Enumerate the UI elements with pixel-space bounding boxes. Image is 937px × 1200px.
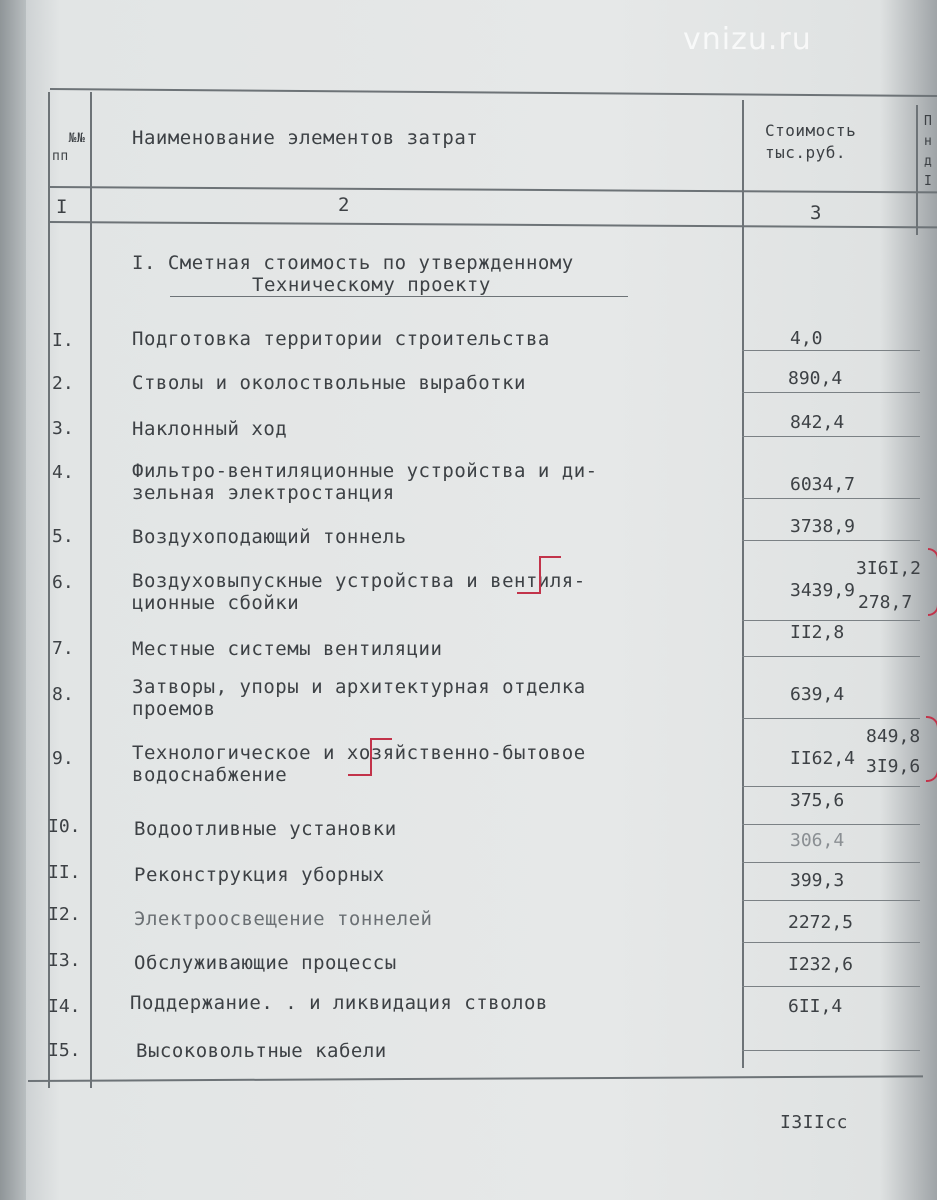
row-name: Водоотливные установки (134, 818, 397, 840)
row-cost: 3738,9 (790, 516, 856, 537)
red-pencil-mark (539, 556, 561, 578)
red-brace (928, 548, 937, 616)
row-name: Реконструкция уборных (134, 864, 385, 886)
row-number: I3. (48, 950, 81, 971)
row-name: Обслуживающие процессы (134, 952, 397, 974)
row-name: Электроосвещение тоннелей (134, 908, 433, 930)
row-cost: 890,4 (788, 368, 843, 389)
column-number-1: I (56, 196, 68, 218)
row-name: Наклонный ход (132, 418, 288, 440)
row-name: Стволы и околоствольные выработки (132, 372, 526, 394)
binder-edge (0, 0, 26, 1200)
row-cost: 4,0 (790, 328, 823, 349)
row-cost-split-1: 3I6I,2 (856, 558, 922, 579)
row-name: Подготовка территории строительства (132, 328, 550, 350)
row-cost: I232,6 (788, 954, 854, 975)
column-number-2: 2 (338, 194, 350, 216)
row-number: 4. (52, 462, 74, 483)
row-number: II. (48, 862, 81, 883)
row-number: I. (52, 330, 74, 351)
row-cost: 639,4 (790, 684, 845, 705)
red-brace (926, 716, 937, 782)
row-cost: 399,3 (790, 870, 845, 891)
row-number: 5. (52, 526, 74, 547)
header-extra-column: П н д I (924, 114, 933, 189)
row-name: Технологическое и хозяйственно-бытовое водоснабжение (132, 742, 586, 786)
watermark: vnizu.ru (683, 22, 812, 57)
row-number: 2. (52, 373, 74, 394)
row-name: Поддержание. . и ликвидация стволов (130, 992, 548, 1014)
red-pencil-mark (370, 738, 392, 760)
row-number: I5. (48, 1040, 81, 1061)
row-name: Фильтро-вентиляционные устройства и ди- зельная электростанция (132, 460, 598, 504)
column-number-3: 3 (810, 202, 822, 224)
row-cost: 2272,5 (788, 912, 854, 933)
row-number: 9. (52, 748, 74, 769)
row-number: 6. (52, 572, 74, 593)
row-name: Высоковольтные кабели (136, 1040, 387, 1062)
row-cost: 375,6 (790, 790, 845, 811)
row-name: Местные системы вентиляции (132, 638, 443, 660)
red-pencil-mark (348, 752, 372, 776)
row-number: 8. (52, 684, 74, 705)
row-cost: II2,8 (790, 622, 845, 643)
row-cost: 3439,9 (790, 580, 856, 601)
footer-code: I3IIcc (780, 1112, 849, 1133)
row-cost-split-1: 849,8 (866, 726, 921, 747)
row-cost: 6II,4 (788, 996, 843, 1017)
red-pencil-mark (517, 568, 541, 594)
section-underline (170, 296, 628, 297)
header-name-column: Наименование элементов затрат (132, 127, 479, 149)
row-number: I2. (48, 904, 81, 925)
row-name: Затворы, упоры и архитектурная отделка проемов (132, 676, 586, 720)
row-cost: 306,4 (790, 830, 845, 851)
row-number: I0. (48, 816, 81, 837)
row-name: Воздуховыпускные устройства и вентиля- ционные сбойки (132, 570, 586, 614)
row-cost: 842,4 (790, 412, 845, 433)
row-cost-split-2: 278,7 (858, 592, 913, 613)
row-cost-split-2: 3I9,6 (866, 756, 921, 777)
row-number: 7. (52, 638, 74, 659)
row-cost: II62,4 (790, 748, 856, 769)
row-name: Воздухоподающий тоннель (132, 526, 407, 548)
section-title: I. Сметная стоимость по утвержденному (132, 252, 574, 274)
row-number: I4. (48, 996, 81, 1017)
header-cost-column: Стоимость тыс.руб. (765, 121, 857, 162)
row-cost: 6034,7 (790, 474, 856, 495)
header-number-column: №№ пп (52, 131, 86, 164)
row-number: 3. (52, 418, 74, 439)
section-subtitle: Техническому проекту (252, 274, 491, 296)
